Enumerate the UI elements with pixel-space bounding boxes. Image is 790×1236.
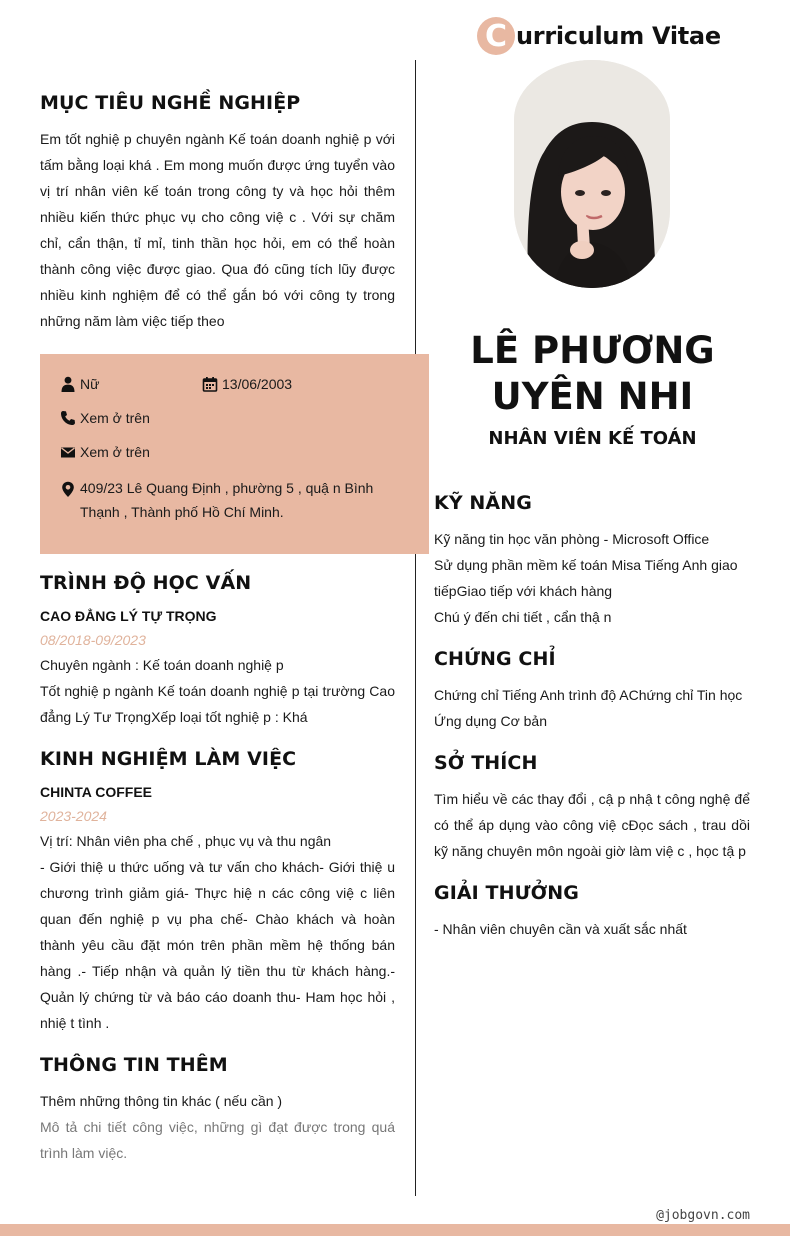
education-school: CAO ĐẲNG LÝ TỰ TRỌNG (40, 608, 217, 624)
person-icon (60, 376, 76, 392)
education-major: Chuyên ngành : Kế toán doanh nghiệ p (40, 657, 284, 673)
mail-icon (60, 444, 76, 460)
objective-title: MỤC TIÊU NGHỀ NGHIỆP (40, 92, 301, 114)
gender-row (60, 376, 99, 392)
additional-info-text: Thêm những thông tin khác ( nếu cần ) (40, 1093, 283, 1109)
hobbies-text: Tìm hiểu về các thay đổi , cậ p nhậ t công nghệ để có thể áp dụng vào công việ cĐọc sách , trau dồi kỹ năng chuyên môn ngoài giờ làm việ c , học tậ p (434, 791, 750, 859)
footer-watermark: @jobgovn.com (656, 1208, 750, 1223)
email-row (60, 444, 150, 460)
birthdate-row (202, 376, 292, 392)
experience-company: CHINTA COFFEE (40, 784, 152, 800)
experience-title: KINH NGHIỆM LÀM VIỆC (40, 748, 297, 770)
education-title: TRÌNH ĐỘ HỌC VẤN (40, 572, 252, 594)
job-title: NHÂN VIÊN KẾ TOÁN (488, 428, 697, 449)
birthdate-value: 13/06/2003 (222, 376, 293, 392)
address-value: 409/23 Lê Quang Định , phường 5 , quậ n Bình Thạnh , Thành phố Hồ Chí Minh. (80, 480, 374, 520)
name-line-2: UYÊN NHI (491, 375, 694, 418)
location-pin-icon (60, 480, 76, 496)
education-detail: Tốt nghiệ p ngành Kế toán doanh nghiệ p tại trường Cao đẳng Lý Tư TrọngXếp loại tốt nghiệ p : Khá (40, 683, 395, 725)
address-row (60, 476, 380, 524)
skill-item: Chú ý đến chi tiết , cẩn thậ n (434, 609, 612, 625)
contact-info-box (40, 354, 429, 554)
skill-item: Sử dụng phần mềm kế toán Misa Tiếng Anh giao tiếpGiao tiếp với khách hàng (434, 557, 738, 599)
profile-photo (514, 60, 670, 288)
additional-info-body (40, 1088, 395, 1166)
experience-period: 2023-2024 (40, 808, 107, 824)
gender-value: Nữ (80, 376, 100, 392)
awards-title: GIẢI THƯỞNG (434, 882, 579, 904)
logo-circle-letter: C (477, 17, 515, 55)
footer-accent-bar (0, 1224, 790, 1236)
education-details (40, 652, 395, 730)
education-period: 08/2018-09/2023 (40, 632, 146, 648)
additional-info-title: THÔNG TIN THÊM (40, 1054, 228, 1076)
skill-item: Kỹ năng tin học văn phòng - Microsoft Office (434, 531, 710, 547)
candidate-name (435, 328, 750, 420)
logo-text: urriculum Vitae (516, 22, 721, 50)
experience-role: Vị trí: Nhân viên pha chế , phục vụ và thu ngân (40, 833, 332, 849)
skills-list (434, 526, 750, 630)
column-divider (415, 60, 416, 1196)
additional-info-description: Mô tả chi tiết công việc, những gì đạt được trong quá trình làm việc. (40, 1119, 395, 1161)
certificates-text: Chứng chỉ Tiếng Anh trình độ AChứng chỉ Tin học Ứng dụng Cơ bản (434, 687, 743, 729)
awards-text: - Nhân viên chuyên cần và xuất sắc nhất (434, 921, 687, 937)
skills-title: KỸ NĂNG (434, 492, 532, 514)
cv-logo (477, 17, 721, 55)
portrait-illustration (514, 60, 670, 288)
name-line-1: LÊ PHƯƠNG (470, 329, 715, 372)
phone-icon (60, 410, 76, 426)
phone-row (60, 410, 150, 426)
experience-details (40, 828, 395, 1036)
certificates-title: CHỨNG CHỈ (434, 648, 556, 670)
experience-detail: - Giới thiệ u thức uống và tư vấn cho khách- Giới thiệ u chương trình giảm giá- Thực hiệ n các công việ c liên quan đến nghiệ p vụ pha chế- Chào khách và hoàn thành yêu cầu đặt món trên phần mềm hệ thống bán hàng .- Tiếp nhận và quản lý tiền thu từ khách hàng.- Quản lý chứng từ và báo cáo doanh thu- Ham học hỏi , nhiệ t tình . (40, 859, 395, 1031)
email-value: Xem ở trên (80, 444, 150, 460)
hobbies-title: SỞ THÍCH (434, 752, 538, 774)
calendar-icon (202, 376, 218, 392)
objective-text: Em tốt nghiệ p chuyên ngành Kế toán doanh nghiệ p với tấm bằng loại khá . Em mong muốn được ứng tuyển vào vị trí nhân viên kế toán trong công ty và học hỏi thêm nhiều kiến thức phục vụ cho công việ c . Với sự chăm chỉ, cẩn thận, tỉ mỉ, tinh thần học hỏi, em có thể hoàn thành công việc được giao. Qua đó cũng tích lũy được nhiều kinh nghiệm để có thể gắn bó với công ty trong những năm làm việc tiếp theo (40, 131, 395, 329)
phone-value: Xem ở trên (80, 410, 150, 426)
